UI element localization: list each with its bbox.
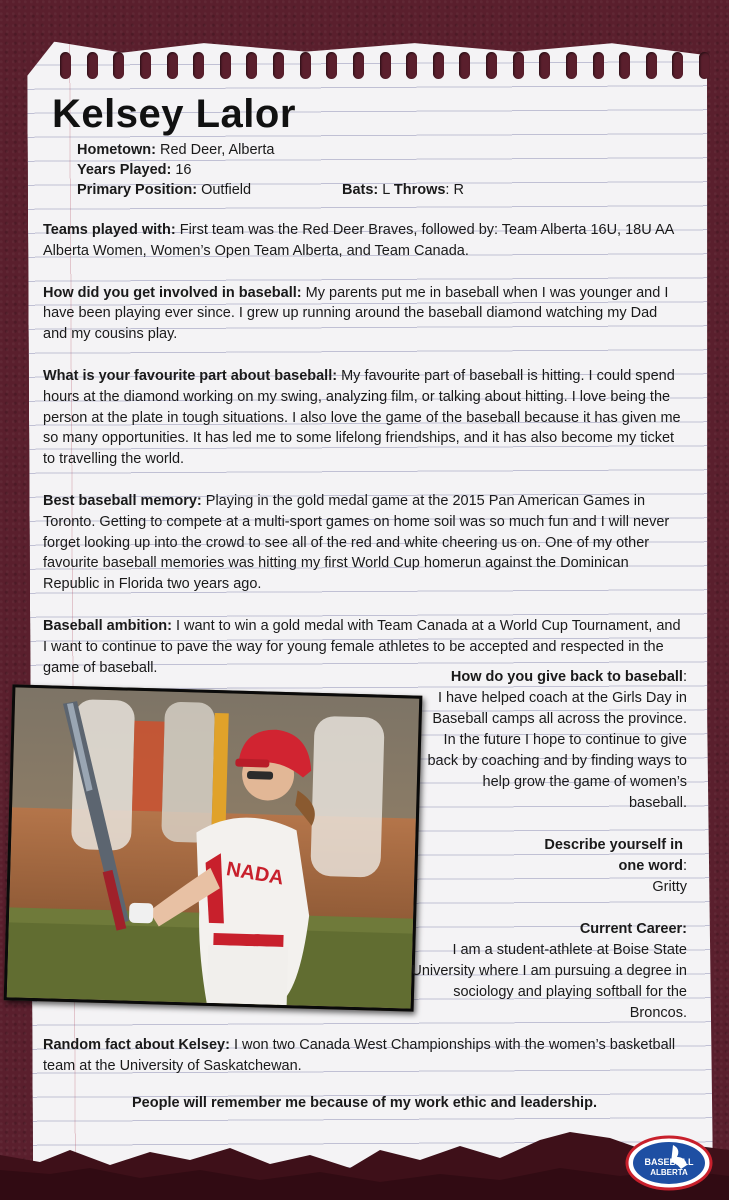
player-name: Kelsey Lalor [52, 92, 296, 136]
throws-value: : R [445, 182, 464, 198]
baseball-alberta-logo [625, 1135, 713, 1191]
years-value: 16 [175, 162, 192, 178]
throws-label: Throws [393, 182, 446, 198]
spiral-hole [433, 52, 444, 79]
hometown-value: Red Deer, Alberta [159, 142, 275, 158]
player-photo [4, 684, 423, 1011]
memory-label: Best baseball memory: [43, 492, 202, 509]
teams-text: First team was the Red Deer Braves, followed by: Team Alberta 16U, 18U AA Alberta Women, Women’s Open Team Alberta, and Team Canada. [43, 222, 674, 259]
years-label: Years Played: [77, 162, 172, 178]
involved-text: My parents put me in baseball when I was younger and I have been playing ever since. I grew up running around the baseball diamond watching my Dad and my cousins play. [43, 284, 669, 343]
position-value: Outfield [201, 182, 252, 198]
spiral-hole [593, 52, 604, 79]
spiral-hole [220, 52, 231, 79]
spiral-hole [193, 52, 204, 79]
ambition-text: I want to win a gold medal with Team Canada at a World Cup Tournament, and I want to continue to pave the way for young female athletes to be accepted and respected in the game of baseball. [43, 617, 681, 676]
player-photo-illustration [7, 687, 419, 1008]
career-label: Current Career: [579, 921, 687, 937]
one-word-label: Describe yourself in one word [544, 837, 683, 874]
spiral-hole [406, 52, 417, 79]
involved-label: How did you get involved in baseball: [43, 284, 302, 301]
spiral-hole [513, 52, 524, 79]
spiral-hole [672, 52, 683, 79]
torn-paper-edge [0, 1110, 729, 1200]
bats-label: Bats: [342, 182, 379, 198]
memory-section [43, 491, 683, 595]
position-label: Primary Position: [77, 182, 198, 198]
spiral-hole [619, 52, 630, 79]
position-row [77, 180, 497, 200]
bats-throws [342, 180, 464, 200]
one-word-section: Describe yourself in one word: Gritty [405, 835, 687, 898]
one-word-text: Gritty [652, 879, 687, 895]
profile-body [43, 220, 683, 699]
favourite-label: What is your favourite part about baseball: [43, 367, 338, 384]
player-info [77, 140, 497, 200]
career-section [405, 919, 687, 1024]
spiral-hole [246, 52, 257, 79]
spiral-holes [60, 52, 710, 82]
closing-statement: People will remember me because of my work ethic and leadership. [132, 1095, 597, 1111]
give-back-label: How do you give back to baseball [450, 669, 683, 685]
hometown-row [77, 140, 497, 160]
favourite-section [43, 366, 683, 470]
random-fact-section [43, 1035, 683, 1077]
right-column [405, 667, 687, 1045]
hometown-label: Hometown: [77, 142, 156, 158]
spiral-hole [140, 52, 151, 79]
favourite-text: My favourite part of baseball is hitting. I could spend hours at the diamond working on my swing, analyzing film, or talking about hitting. I love being the person at the plate in tough situations. I also love the game of the baseball because it has given me so many opportunities. It has led me to some lifelong friendships, and it has also become my ticket to travelling the world. [43, 367, 681, 468]
logo-line2: ALBERTA [650, 1168, 688, 1177]
spiral-hole [486, 52, 497, 79]
spiral-hole [113, 52, 124, 79]
spiral-hole [539, 52, 550, 79]
give-back-text: I have helped coach at the Girls Day in Baseball camps all across the province. In the future I hope to continue to give back by coaching and by finding ways to help grow the game of women’s baseball. [427, 690, 687, 811]
spiral-hole [60, 52, 71, 79]
give-back-section: How do you give back to baseball: I have helped coach at the Girls Day in Baseball camps all across the province. In the future I hope to continue to give back by coaching and by finding ways to help grow the game of women’s baseball. [405, 667, 687, 814]
spiral-hole [646, 52, 657, 79]
years-row [77, 160, 497, 180]
spiral-hole [326, 52, 337, 79]
career-text: I am a student-athlete at Boise State University where I am pursuing a degree in sociology and playing softball for the Broncos. [411, 942, 687, 1021]
random-fact-label: Random fact about Kelsey: [43, 1037, 230, 1053]
jersey-text: NADA [224, 858, 286, 890]
spiral-hole [167, 52, 178, 79]
spiral-hole [459, 52, 470, 79]
spiral-hole [699, 52, 710, 79]
spiral-hole [353, 52, 364, 79]
memory-text: Playing in the gold medal game at the 2015 Pan American Games in Toronto. Getting to compete at a multi-sport games on home soil was so much fun and I will never forget looking up into the crowd to see all of the red and white cheering us on. One of my other favourite baseball memories was hitting my first World Cup homerun against the Dominican Republic in Florida two years ago. [43, 492, 670, 593]
spiral-hole [380, 52, 391, 79]
random-fact-text: I won two Canada West Championships with the women’s basketball team at the University of Saskatchewan. [43, 1037, 676, 1074]
logo-line1: BASEBALL [644, 1157, 694, 1167]
spiral-hole [87, 52, 98, 79]
bats-value: L [382, 182, 390, 198]
spiral-hole [566, 52, 577, 79]
teams-section [43, 220, 683, 262]
teams-label: Teams played with: [43, 222, 176, 238]
spiral-hole [300, 52, 311, 79]
involved-section [43, 283, 683, 345]
ambition-label: Baseball ambition: [43, 617, 172, 634]
spiral-hole [273, 52, 284, 79]
